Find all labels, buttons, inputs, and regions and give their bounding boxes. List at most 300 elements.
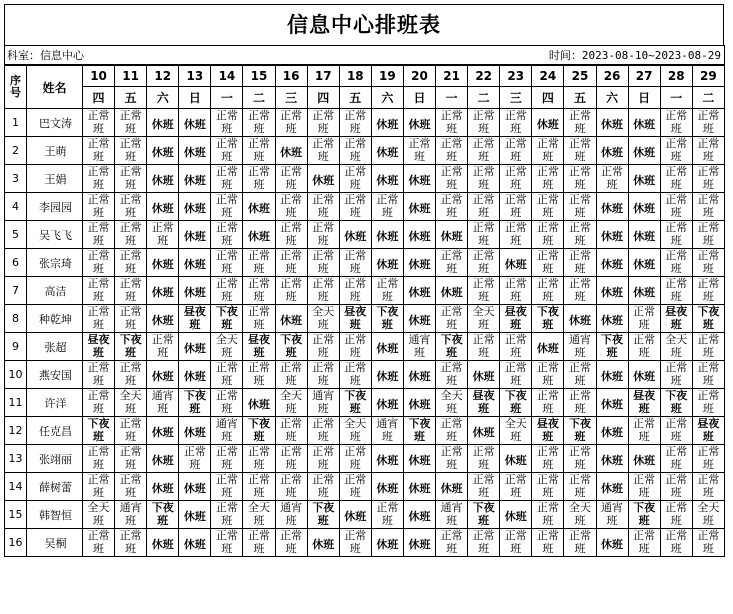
shift-cell[interactable]: [115, 221, 147, 249]
shift-cell[interactable]: [628, 221, 660, 249]
shift-cell[interactable]: [115, 417, 147, 445]
shift-cell[interactable]: [83, 305, 115, 333]
shift-cell[interactable]: [147, 137, 179, 165]
shift-cell[interactable]: [596, 417, 628, 445]
shift-cell[interactable]: [436, 109, 468, 137]
shift-cell[interactable]: [371, 221, 403, 249]
shift-cell[interactable]: [115, 249, 147, 277]
shift-cell[interactable]: [403, 473, 435, 501]
shift-cell[interactable]: [468, 249, 500, 277]
shift-cell[interactable]: [532, 501, 564, 529]
shift-cell[interactable]: [179, 165, 211, 193]
shift-cell[interactable]: [628, 333, 660, 361]
shift-cell[interactable]: [83, 333, 115, 361]
shift-cell[interactable]: [115, 193, 147, 221]
shift-cell[interactable]: [564, 389, 596, 417]
shift-cell[interactable]: [307, 305, 339, 333]
shift-cell[interactable]: [179, 193, 211, 221]
shift-cell[interactable]: [211, 165, 243, 193]
shift-cell[interactable]: [147, 109, 179, 137]
shift-cell[interactable]: [243, 221, 275, 249]
shift-cell[interactable]: [660, 361, 692, 389]
shift-cell[interactable]: [692, 165, 724, 193]
shift-cell[interactable]: [211, 501, 243, 529]
shift-cell[interactable]: [371, 109, 403, 137]
shift-cell[interactable]: [564, 249, 596, 277]
shift-cell[interactable]: [564, 277, 596, 305]
shift-cell[interactable]: [83, 137, 115, 165]
shift-cell[interactable]: [692, 529, 724, 557]
shift-cell[interactable]: [660, 417, 692, 445]
shift-cell[interactable]: [468, 109, 500, 137]
shift-cell[interactable]: [339, 137, 371, 165]
shift-cell[interactable]: [468, 221, 500, 249]
shift-cell[interactable]: [596, 193, 628, 221]
shift-cell[interactable]: [339, 417, 371, 445]
employee-name-cell[interactable]: [27, 277, 83, 305]
shift-cell[interactable]: [628, 305, 660, 333]
shift-cell[interactable]: [307, 501, 339, 529]
shift-cell[interactable]: [339, 361, 371, 389]
shift-cell[interactable]: [147, 473, 179, 501]
shift-cell[interactable]: [468, 501, 500, 529]
shift-cell[interactable]: [211, 249, 243, 277]
shift-cell[interactable]: [83, 221, 115, 249]
shift-cell[interactable]: [596, 333, 628, 361]
shift-cell[interactable]: [500, 445, 532, 473]
shift-cell[interactable]: [436, 277, 468, 305]
shift-cell[interactable]: [115, 333, 147, 361]
shift-cell[interactable]: [275, 277, 307, 305]
shift-cell[interactable]: [147, 305, 179, 333]
shift-cell[interactable]: [403, 249, 435, 277]
shift-cell[interactable]: [692, 249, 724, 277]
shift-cell[interactable]: [564, 473, 596, 501]
shift-cell[interactable]: [403, 277, 435, 305]
shift-cell[interactable]: [179, 361, 211, 389]
shift-cell[interactable]: [339, 445, 371, 473]
shift-cell[interactable]: [371, 445, 403, 473]
shift-cell[interactable]: [403, 445, 435, 473]
shift-cell[interactable]: [371, 361, 403, 389]
shift-cell[interactable]: [468, 165, 500, 193]
shift-cell[interactable]: [628, 249, 660, 277]
shift-cell[interactable]: [532, 333, 564, 361]
shift-cell[interactable]: [179, 473, 211, 501]
shift-cell[interactable]: [692, 109, 724, 137]
shift-cell[interactable]: [243, 165, 275, 193]
shift-cell[interactable]: [179, 277, 211, 305]
shift-cell[interactable]: [275, 473, 307, 501]
shift-cell[interactable]: [500, 417, 532, 445]
shift-cell[interactable]: [307, 473, 339, 501]
shift-cell[interactable]: [211, 529, 243, 557]
shift-cell[interactable]: [403, 361, 435, 389]
shift-cell[interactable]: [628, 109, 660, 137]
shift-cell[interactable]: [500, 529, 532, 557]
employee-name-cell[interactable]: [27, 417, 83, 445]
shift-cell[interactable]: [211, 473, 243, 501]
shift-cell[interactable]: [83, 277, 115, 305]
employee-name-cell[interactable]: [27, 193, 83, 221]
shift-cell[interactable]: [147, 165, 179, 193]
shift-cell[interactable]: [307, 417, 339, 445]
shift-cell[interactable]: [596, 529, 628, 557]
shift-cell[interactable]: [532, 165, 564, 193]
shift-cell[interactable]: [371, 137, 403, 165]
shift-cell[interactable]: [307, 165, 339, 193]
shift-cell[interactable]: [468, 445, 500, 473]
shift-cell[interactable]: [500, 305, 532, 333]
shift-cell[interactable]: [436, 137, 468, 165]
shift-cell[interactable]: [436, 165, 468, 193]
shift-cell[interactable]: [532, 249, 564, 277]
shift-cell[interactable]: [83, 529, 115, 557]
shift-cell[interactable]: [564, 445, 596, 473]
shift-cell[interactable]: [500, 137, 532, 165]
shift-cell[interactable]: [660, 249, 692, 277]
shift-cell[interactable]: [403, 109, 435, 137]
shift-cell[interactable]: [275, 529, 307, 557]
shift-cell[interactable]: [660, 529, 692, 557]
shift-cell[interactable]: [275, 417, 307, 445]
employee-name-cell[interactable]: [27, 249, 83, 277]
employee-name-cell[interactable]: [27, 165, 83, 193]
shift-cell[interactable]: [275, 361, 307, 389]
shift-cell[interactable]: [692, 193, 724, 221]
shift-cell[interactable]: [660, 221, 692, 249]
shift-cell[interactable]: [83, 501, 115, 529]
shift-cell[interactable]: [532, 277, 564, 305]
shift-cell[interactable]: [371, 501, 403, 529]
shift-cell[interactable]: [436, 221, 468, 249]
shift-cell[interactable]: [692, 501, 724, 529]
shift-cell[interactable]: [436, 501, 468, 529]
shift-cell[interactable]: [436, 417, 468, 445]
shift-cell[interactable]: [147, 249, 179, 277]
shift-cell[interactable]: [468, 333, 500, 361]
shift-cell[interactable]: [564, 417, 596, 445]
shift-cell[interactable]: [468, 305, 500, 333]
shift-cell[interactable]: [596, 361, 628, 389]
shift-cell[interactable]: [371, 389, 403, 417]
shift-cell[interactable]: [403, 529, 435, 557]
shift-cell[interactable]: [211, 417, 243, 445]
shift-cell[interactable]: [307, 221, 339, 249]
shift-cell[interactable]: [628, 277, 660, 305]
shift-cell[interactable]: [532, 529, 564, 557]
shift-cell[interactable]: [436, 529, 468, 557]
shift-cell[interactable]: [211, 389, 243, 417]
shift-cell[interactable]: [468, 137, 500, 165]
shift-cell[interactable]: [403, 137, 435, 165]
shift-cell[interactable]: [211, 221, 243, 249]
shift-cell[interactable]: [660, 389, 692, 417]
shift-cell[interactable]: [596, 305, 628, 333]
shift-cell[interactable]: [243, 333, 275, 361]
shift-cell[interactable]: [243, 193, 275, 221]
shift-cell[interactable]: [500, 193, 532, 221]
shift-cell[interactable]: [500, 277, 532, 305]
shift-cell[interactable]: [436, 445, 468, 473]
shift-cell[interactable]: [179, 445, 211, 473]
shift-cell[interactable]: [115, 137, 147, 165]
shift-cell[interactable]: [371, 193, 403, 221]
shift-cell[interactable]: [660, 501, 692, 529]
shift-cell[interactable]: [532, 473, 564, 501]
shift-cell[interactable]: [307, 277, 339, 305]
shift-cell[interactable]: [275, 305, 307, 333]
shift-cell[interactable]: [468, 529, 500, 557]
shift-cell[interactable]: [564, 221, 596, 249]
shift-cell[interactable]: [211, 137, 243, 165]
shift-cell[interactable]: [403, 501, 435, 529]
shift-cell[interactable]: [628, 529, 660, 557]
shift-cell[interactable]: [243, 501, 275, 529]
shift-cell[interactable]: [532, 361, 564, 389]
shift-cell[interactable]: [500, 109, 532, 137]
shift-cell[interactable]: [115, 529, 147, 557]
shift-cell[interactable]: [307, 137, 339, 165]
shift-cell[interactable]: [179, 109, 211, 137]
shift-cell[interactable]: [371, 165, 403, 193]
shift-cell[interactable]: [532, 445, 564, 473]
shift-cell[interactable]: [83, 361, 115, 389]
shift-cell[interactable]: [596, 445, 628, 473]
shift-cell[interactable]: [243, 305, 275, 333]
shift-cell[interactable]: [147, 193, 179, 221]
shift-cell[interactable]: [275, 445, 307, 473]
shift-cell[interactable]: [339, 333, 371, 361]
shift-cell[interactable]: [147, 333, 179, 361]
shift-cell[interactable]: [692, 473, 724, 501]
shift-cell[interactable]: [243, 529, 275, 557]
shift-cell[interactable]: [115, 109, 147, 137]
shift-cell[interactable]: [147, 221, 179, 249]
shift-cell[interactable]: [275, 193, 307, 221]
shift-cell[interactable]: [83, 193, 115, 221]
shift-cell[interactable]: [211, 361, 243, 389]
shift-cell[interactable]: [500, 249, 532, 277]
shift-cell[interactable]: [436, 249, 468, 277]
shift-cell[interactable]: [211, 305, 243, 333]
shift-cell[interactable]: [243, 389, 275, 417]
shift-cell[interactable]: [83, 445, 115, 473]
shift-cell[interactable]: [468, 361, 500, 389]
shift-cell[interactable]: [243, 137, 275, 165]
shift-cell[interactable]: [211, 109, 243, 137]
shift-cell[interactable]: [147, 277, 179, 305]
shift-cell[interactable]: [83, 389, 115, 417]
shift-cell[interactable]: [436, 389, 468, 417]
shift-cell[interactable]: [243, 277, 275, 305]
shift-cell[interactable]: [403, 165, 435, 193]
shift-cell[interactable]: [339, 389, 371, 417]
shift-cell[interactable]: [179, 137, 211, 165]
shift-cell[interactable]: [436, 193, 468, 221]
shift-cell[interactable]: [596, 109, 628, 137]
shift-cell[interactable]: [564, 501, 596, 529]
shift-cell[interactable]: [532, 305, 564, 333]
shift-cell[interactable]: [596, 277, 628, 305]
shift-cell[interactable]: [500, 473, 532, 501]
shift-cell[interactable]: [371, 305, 403, 333]
shift-cell[interactable]: [115, 277, 147, 305]
shift-cell[interactable]: [596, 137, 628, 165]
employee-name-cell[interactable]: [27, 445, 83, 473]
shift-cell[interactable]: [179, 305, 211, 333]
shift-cell[interactable]: [468, 193, 500, 221]
shift-cell[interactable]: [339, 501, 371, 529]
shift-cell[interactable]: [275, 109, 307, 137]
employee-name-cell[interactable]: [27, 221, 83, 249]
shift-cell[interactable]: [179, 529, 211, 557]
shift-cell[interactable]: [179, 417, 211, 445]
shift-cell[interactable]: [500, 361, 532, 389]
shift-cell[interactable]: [436, 305, 468, 333]
shift-cell[interactable]: [275, 249, 307, 277]
shift-cell[interactable]: [339, 277, 371, 305]
shift-cell[interactable]: [211, 193, 243, 221]
shift-cell[interactable]: [307, 109, 339, 137]
shift-cell[interactable]: [83, 165, 115, 193]
shift-cell[interactable]: [339, 193, 371, 221]
shift-cell[interactable]: [692, 361, 724, 389]
shift-cell[interactable]: [628, 193, 660, 221]
shift-cell[interactable]: [532, 221, 564, 249]
shift-cell[interactable]: [564, 165, 596, 193]
shift-cell[interactable]: [147, 445, 179, 473]
shift-cell[interactable]: [307, 389, 339, 417]
shift-cell[interactable]: [596, 249, 628, 277]
shift-cell[interactable]: [660, 277, 692, 305]
shift-cell[interactable]: [403, 389, 435, 417]
shift-cell[interactable]: [339, 305, 371, 333]
shift-cell[interactable]: [660, 445, 692, 473]
shift-cell[interactable]: [436, 473, 468, 501]
shift-cell[interactable]: [532, 137, 564, 165]
employee-name-cell[interactable]: [27, 501, 83, 529]
shift-cell[interactable]: [692, 221, 724, 249]
shift-cell[interactable]: [243, 473, 275, 501]
shift-cell[interactable]: [596, 501, 628, 529]
shift-cell[interactable]: [403, 193, 435, 221]
shift-cell[interactable]: [243, 445, 275, 473]
shift-cell[interactable]: [307, 445, 339, 473]
shift-cell[interactable]: [115, 165, 147, 193]
shift-cell[interactable]: [660, 333, 692, 361]
shift-cell[interactable]: [403, 417, 435, 445]
shift-cell[interactable]: [596, 221, 628, 249]
shift-cell[interactable]: [532, 109, 564, 137]
employee-name-cell[interactable]: [27, 137, 83, 165]
shift-cell[interactable]: [179, 501, 211, 529]
shift-cell[interactable]: [339, 221, 371, 249]
employee-name-cell[interactable]: [27, 529, 83, 557]
shift-cell[interactable]: [660, 165, 692, 193]
shift-cell[interactable]: [692, 445, 724, 473]
shift-cell[interactable]: [564, 137, 596, 165]
shift-cell[interactable]: [307, 249, 339, 277]
shift-cell[interactable]: [211, 277, 243, 305]
shift-cell[interactable]: [371, 473, 403, 501]
shift-cell[interactable]: [500, 221, 532, 249]
shift-cell[interactable]: [83, 417, 115, 445]
shift-cell[interactable]: [147, 501, 179, 529]
shift-cell[interactable]: [564, 333, 596, 361]
shift-cell[interactable]: [179, 249, 211, 277]
shift-cell[interactable]: [596, 473, 628, 501]
shift-cell[interactable]: [371, 417, 403, 445]
shift-cell[interactable]: [243, 361, 275, 389]
shift-cell[interactable]: [243, 417, 275, 445]
employee-name-cell[interactable]: [27, 109, 83, 137]
shift-cell[interactable]: [147, 361, 179, 389]
shift-cell[interactable]: [83, 473, 115, 501]
shift-cell[interactable]: [468, 389, 500, 417]
shift-cell[interactable]: [564, 305, 596, 333]
shift-cell[interactable]: [339, 249, 371, 277]
shift-cell[interactable]: [403, 333, 435, 361]
shift-cell[interactable]: [692, 277, 724, 305]
shift-cell[interactable]: [243, 249, 275, 277]
shift-cell[interactable]: [692, 137, 724, 165]
shift-cell[interactable]: [628, 417, 660, 445]
shift-cell[interactable]: [275, 165, 307, 193]
shift-cell[interactable]: [83, 249, 115, 277]
shift-cell[interactable]: [468, 417, 500, 445]
shift-cell[interactable]: [628, 165, 660, 193]
shift-cell[interactable]: [339, 165, 371, 193]
shift-cell[interactable]: [500, 389, 532, 417]
shift-cell[interactable]: [275, 501, 307, 529]
shift-cell[interactable]: [500, 333, 532, 361]
shift-cell[interactable]: [211, 333, 243, 361]
shift-cell[interactable]: [307, 361, 339, 389]
employee-name-cell[interactable]: [27, 473, 83, 501]
shift-cell[interactable]: [275, 137, 307, 165]
shift-cell[interactable]: [468, 277, 500, 305]
shift-cell[interactable]: [436, 361, 468, 389]
shift-cell[interactable]: [179, 333, 211, 361]
shift-cell[interactable]: [692, 389, 724, 417]
shift-cell[interactable]: [147, 389, 179, 417]
shift-cell[interactable]: [339, 109, 371, 137]
shift-cell[interactable]: [371, 249, 403, 277]
shift-cell[interactable]: [660, 109, 692, 137]
shift-cell[interactable]: [115, 445, 147, 473]
shift-cell[interactable]: [500, 165, 532, 193]
employee-name-cell[interactable]: [27, 389, 83, 417]
shift-cell[interactable]: [628, 445, 660, 473]
shift-cell[interactable]: [564, 361, 596, 389]
shift-cell[interactable]: [275, 333, 307, 361]
shift-cell[interactable]: [596, 165, 628, 193]
shift-cell[interactable]: [660, 137, 692, 165]
shift-cell[interactable]: [115, 473, 147, 501]
shift-cell[interactable]: [564, 193, 596, 221]
shift-cell[interactable]: [339, 529, 371, 557]
shift-cell[interactable]: [339, 473, 371, 501]
shift-cell[interactable]: [532, 193, 564, 221]
shift-cell[interactable]: [564, 109, 596, 137]
shift-cell[interactable]: [179, 389, 211, 417]
shift-cell[interactable]: [307, 193, 339, 221]
shift-cell[interactable]: [371, 277, 403, 305]
shift-cell[interactable]: [243, 109, 275, 137]
shift-cell[interactable]: [115, 361, 147, 389]
shift-cell[interactable]: [436, 333, 468, 361]
